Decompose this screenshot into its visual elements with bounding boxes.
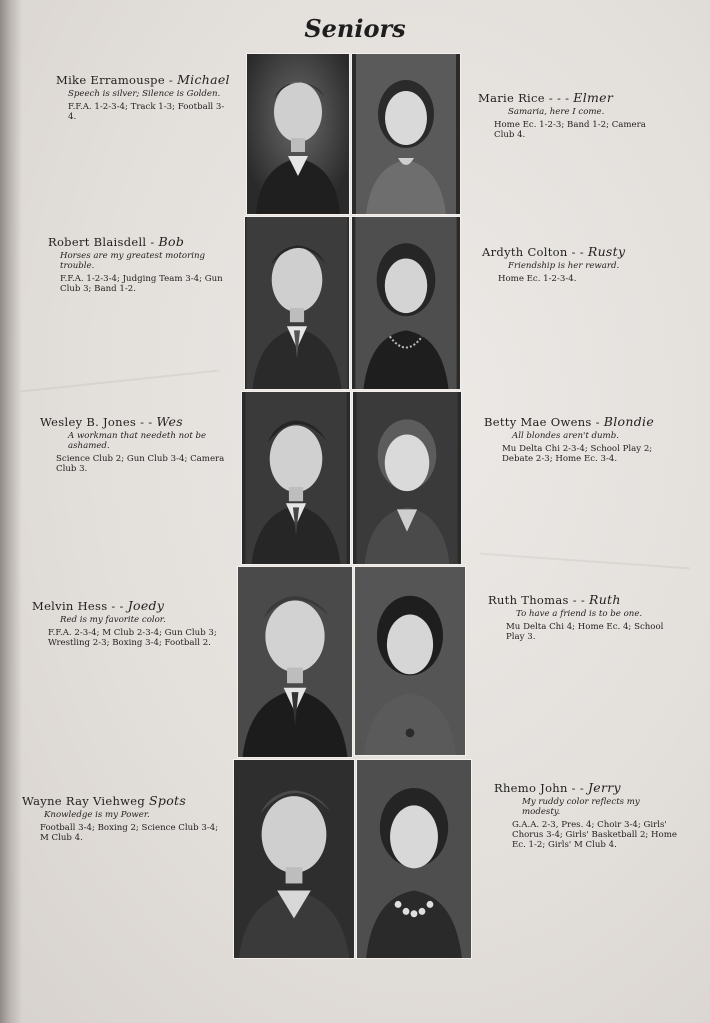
male-portrait-image [245,217,349,389]
entry-name-line [48,234,228,249]
student-quote: Speech is silver; Silence is Golden. [68,89,221,99]
female-portrait-image [355,567,465,755]
senior-entry [494,780,680,850]
senior-entry [22,793,222,843]
name-separator: - - - [548,91,570,105]
paper-crease [20,370,219,393]
entry-name-line [484,414,674,429]
senior-entry [56,72,232,122]
student-activities: Home Ec. 1-2-3-4. [498,274,577,284]
student-name: Robert Blaisdell [48,235,147,249]
student-activities: Mu Delta Chi 4; Home Ec. 4; School Play 3. [506,622,664,642]
student-quote: All blondes aren't dumb. [512,431,619,441]
portrait-photo [351,53,461,215]
student-nickname: Bob [158,234,185,249]
name-separator: - [150,235,155,249]
student-name: Ruth Thomas [488,593,569,607]
student-activities: F.F.A. 1-2-3-4; Track 1-3; Football 3-4. [68,102,225,122]
student-activities: Mu Delta Chi 2-3-4; School Play 2; Debate 2-3; Home Ec. 3-4. [502,444,653,464]
senior-entry [478,90,656,140]
student-name: Betty Mae Owens [484,415,592,429]
student-name: Marie Rice [478,91,545,105]
female-portrait-image [352,217,460,389]
female-portrait-image [353,392,461,564]
student-name: Rhemo John [494,781,568,795]
student-quote: Horses are my greatest motoring trouble. [60,251,205,271]
student-name: Melvin Hess [32,599,108,613]
student-quote: Friendship is her reward. [508,261,620,271]
name-separator: - [595,415,600,429]
senior-entry [488,592,674,642]
student-activities: Home Ec. 1-2-3; Band 1-2; Camera Club 4. [494,120,646,140]
male-portrait-image [242,392,350,564]
female-portrait-image [352,54,460,214]
female-portrait-image [357,760,471,958]
name-separator: - - [140,415,153,429]
name-separator: - - [572,593,586,607]
entry-name-line [478,90,656,105]
entry-name-line [32,598,224,613]
portrait-photo [246,53,350,215]
portrait-photo [237,566,353,758]
paper-crease [480,553,690,570]
portrait-photo [354,566,466,756]
student-activities: Science Club 2; Gun Club 3-4; Camera Club 3. [56,454,225,474]
senior-entry [40,414,226,474]
student-quote: A workman that needeth not be ashamed. [68,431,207,451]
student-nickname: Rusty [587,244,626,259]
name-separator: - - [111,599,124,613]
student-activities: F.F.A. 2-3-4; M Club 2-3-4; Gun Club 3; Wrestling 2-3; Boxing 3-4; Football 2. [48,628,217,648]
page-title: Seniors [304,14,406,43]
student-name: Ardyth Colton [482,245,568,259]
student-quote: Knowledge is my Power. [44,810,150,820]
student-quote: Samaria, here I come. [508,107,605,117]
entry-name-line [482,244,660,259]
student-name: Wesley B. Jones [40,415,137,429]
portrait-photo [244,216,350,390]
male-portrait-image [247,54,349,214]
student-name: Wayne Ray Viehweg [22,794,146,808]
student-nickname: Wes [156,414,183,429]
student-nickname: Jerry [587,780,621,795]
student-nickname: Ruth [588,592,621,607]
entry-name-line [488,592,674,607]
photo-strip [233,50,473,960]
portrait-photo [352,391,462,565]
student-activities: Football 3-4; Boxing 2; Science Club 3-4; M Club 4. [40,823,219,843]
student-activities: G.A.A. 2-3, Pres. 4; Choir 3-4; Girls' Chorus 3-4; Girls' Basketball 2; Home Ec. 1-2; Girls' M Club 4. [512,820,677,850]
senior-entry [48,234,228,294]
student-quote: Red is my favorite color. [60,615,166,625]
page-spine-shadow [0,0,22,1023]
student-nickname: Michael [177,72,230,87]
student-activities: F.F.A. 1-2-3-4; Judging Team 3-4; Gun Club 3; Band 1-2. [60,274,223,294]
name-separator: - - [571,781,584,795]
senior-entry [484,414,674,464]
name-separator: - - [571,245,584,259]
senior-entry [482,244,660,284]
student-name: Mike Erramouspe [56,73,165,87]
male-portrait-image [234,760,354,958]
male-portrait-image [238,567,352,757]
student-nickname: Spots [149,793,187,808]
student-nickname: Elmer [573,90,614,105]
entry-name-line [494,780,680,795]
portrait-photo [233,759,355,959]
student-nickname: Blondie [603,414,655,429]
student-nickname: Joedy [127,598,165,613]
entry-name-line [56,72,232,87]
name-separator: - [168,73,174,87]
senior-entry [32,598,224,648]
student-quote: To have a friend is to be one. [516,609,643,619]
student-quote: My ruddy color reflects my modesty. [522,797,640,817]
portrait-photo [351,216,461,390]
portrait-photo [241,391,351,565]
portrait-photo [356,759,472,959]
entry-name-line [40,414,226,429]
entry-name-line [22,793,222,808]
